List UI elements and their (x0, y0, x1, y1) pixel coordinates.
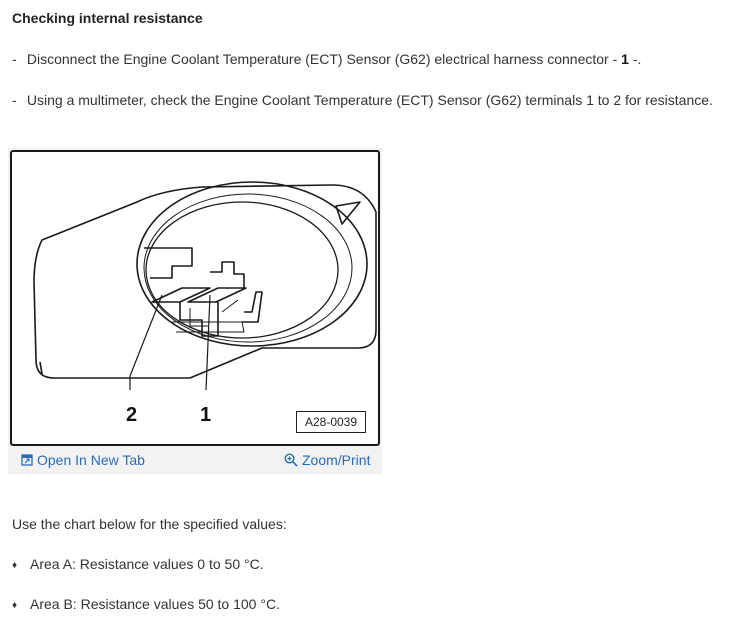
open-new-tab-link[interactable] (21, 452, 145, 468)
bullet-area-a (12, 556, 264, 572)
step-text: Disconnect the Engine Coolant Temperature (ECT) Sensor (G62) electrical harness connector - (26, 51, 622, 67)
diamond-bullet-icon: ♦ (12, 560, 18, 571)
step-disconnect-connector (12, 51, 641, 67)
step-check-resistance (12, 92, 713, 108)
step-callout-ref: 1 (621, 51, 629, 67)
bullet-area-b (12, 596, 280, 612)
zoom-print-link[interactable] (284, 452, 370, 468)
step-text: Using a multimeter, check the Engine Coolant Temperature (ECT) Sensor (G62) terminals 1 to 2 for resistance. (26, 92, 713, 108)
step-marker: - (12, 92, 17, 108)
figure-frame (10, 150, 380, 446)
bullet-text: Area B: Resistance values 50 to 100 °C. (30, 596, 280, 612)
zoom-print-label: Zoom/Print (302, 452, 371, 468)
connector-illustration (12, 152, 378, 444)
callout-2: 2 (126, 404, 138, 426)
figure-toolbar (8, 448, 382, 474)
step-marker: - (12, 51, 17, 67)
chart-intro-text: Use the chart below for the specified values: (12, 516, 287, 532)
callout-1: 1 (200, 404, 212, 426)
connector-figure (8, 148, 382, 474)
zoom-in-icon (284, 453, 298, 467)
figure-id-label: A28-0039 (296, 411, 366, 433)
step-suffix: -. (628, 51, 642, 67)
diamond-bullet-icon: ♦ (12, 600, 18, 611)
open-new-tab-icon (21, 454, 33, 466)
open-new-tab-label: Open In New Tab (37, 452, 145, 468)
bullet-text: Area A: Resistance values 0 to 50 °C. (30, 556, 264, 572)
page-heading: Checking internal resistance (12, 10, 203, 26)
